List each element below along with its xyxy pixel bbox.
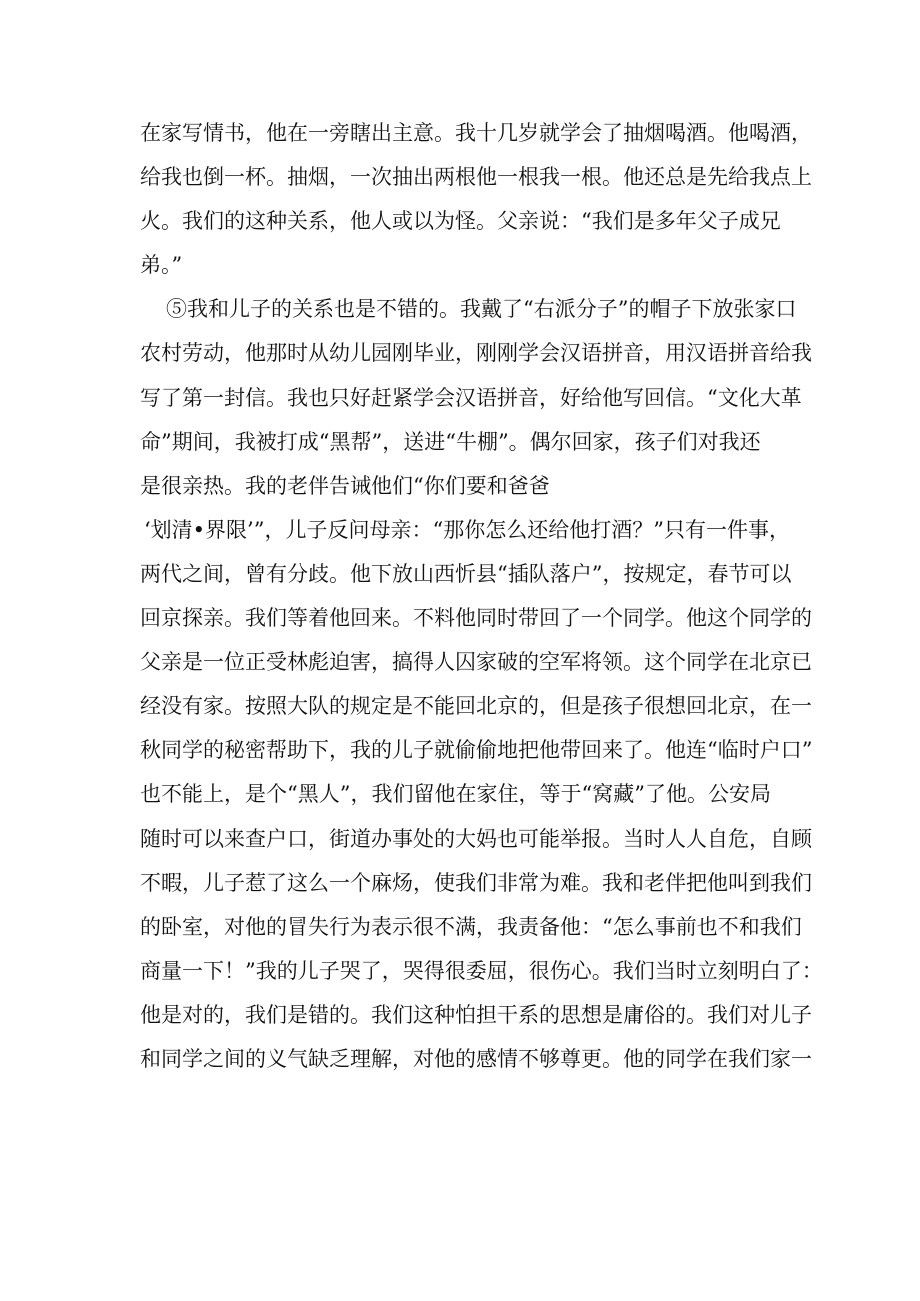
text-line: 农村劳动，他那时从幼儿园刚毕业，刚刚学会汉语拼音，用汉语拼音给我 (140, 341, 812, 366)
text-line: 商量一下！”我的儿子哭了，哭得很委屈，很伤心。我们当时立刻明白了： (140, 958, 823, 983)
text-line: 两代之间，曾有分歧。他下放山西忻县“插队落户”，按规定，春节可以 (140, 561, 792, 586)
text-line: 父亲是一位正受林彪迫害，搞得人囚家破的空军将领。这个同学在北京已 (140, 650, 812, 675)
text-line: 的卧室，对他的冒失行为表示很不满，我责备他：“怎么事前也不和我们 (140, 914, 802, 939)
text-line: 随时可以来查户口，街道办事处的大妈也可能举报。当时人人自危，自顾 (140, 826, 812, 851)
body-text (140, 111, 823, 1081)
paragraph-start-line: ⑤我和儿子的关系也是不错的。我戴了“右派分子”的帽子下放张家口 (166, 297, 797, 322)
text-line: 命”期间，我被打成“黑帮”，送进“牛棚”。偶尔回家，孩子们对我还 (140, 429, 761, 454)
text-line: 经没有家。按照大队的规定是不能回北京的，但是孩子很想回北京，在一 (140, 694, 812, 719)
text-line: 火。我们的这种关系，他人或以为怪。父亲说：“我们是多年父子成兄 (140, 209, 781, 234)
text-line: 弟。” (140, 253, 183, 278)
text-line: 写了第一封信。我也只好赶紧学会汉语拼音，好给他写回信。“文化大革 (140, 385, 802, 410)
text-line: 也不能上，是个“黑人”，我们留他在家住，等于“窝藏”了他。公安局 (140, 782, 771, 807)
text-line: 他是对的，我们是错的。我们这种怕担干系的思想是庸俗的。我们对儿子 (140, 1002, 812, 1027)
text-line: 不暇，儿子惹了这么一个麻炀，使我们非常为难。我和老伴把他叫到我们 (140, 870, 812, 895)
text-line: 是很亲热。我的老伴告诫他们“你们要和爸爸 (140, 473, 550, 498)
text-line: 秋同学的秘密帮助下，我的儿子就偷偷地把他带回来了。他连“临时户口” (140, 738, 813, 763)
text-line: 回京探亲。我们等着他回来。不料他同时带回了一个同学。他这个同学的 (140, 606, 812, 631)
text-line: 在家写情书，他在一旁瞎出主意。我十几岁就学会了抽烟喝酒。他喝酒， (140, 121, 812, 145)
text-line: 给我也倒一杯。抽烟，一次抽出两根他一根我一根。他还总是先给我点上 (140, 165, 812, 190)
text-line: 和同学之间的义气缺乏理解，对他的感情不够尊更。他的同学在我们家一 (140, 1046, 812, 1071)
text-line: ‘划清•界限’”，儿子反问母亲：“那你怎么还给他打酒？”只有一件事， (144, 517, 790, 542)
